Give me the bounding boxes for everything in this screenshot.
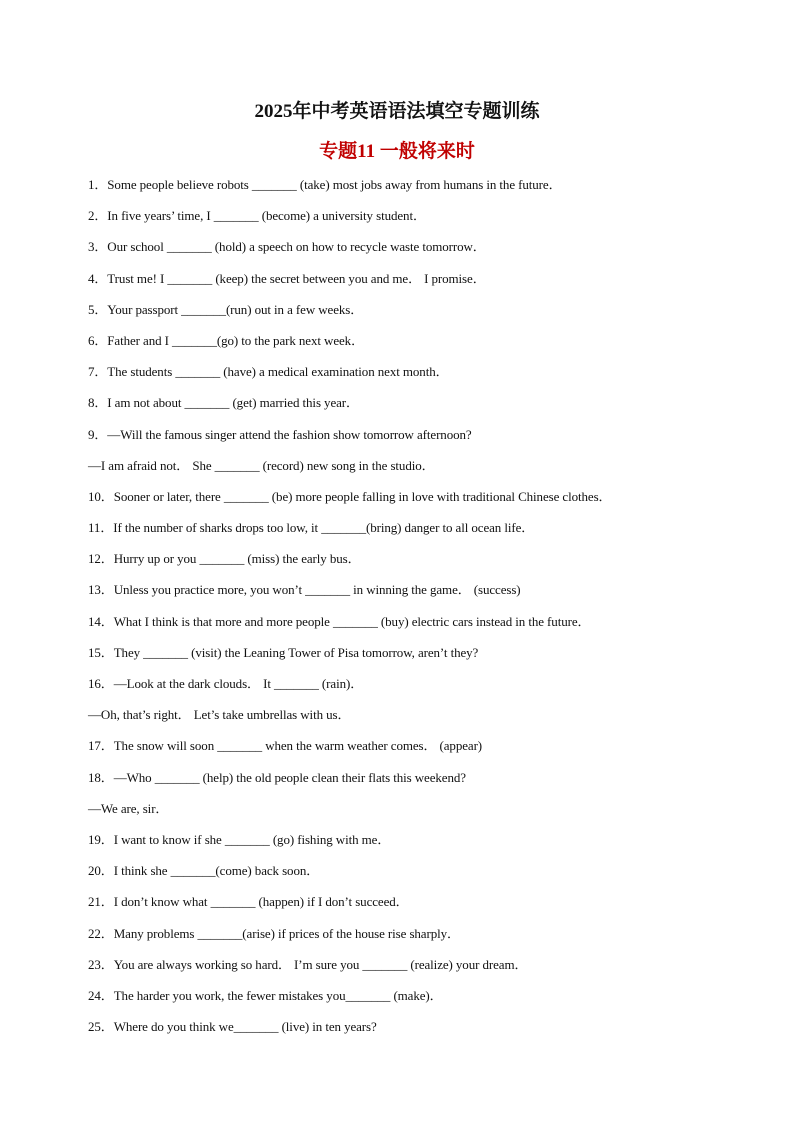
- exercise-line-17: 17．The snow will soon _______ when the warm weather comes． (appear): [88, 738, 483, 754]
- page-subtitle: 专题11 一般将来时: [319, 141, 475, 162]
- exercise-line-10: 10．Sooner or later, there _______ (be) more people falling in love with traditional Chinese clothes．: [88, 488, 612, 504]
- exercise-line-15: 15．They _______ (visit) the Leaning Tower of Pisa tomorrow, aren’t they?: [88, 644, 479, 660]
- exercise-line-1: 1．Some people believe robots _______ (take) most jobs away from humans in the future．: [88, 177, 562, 192]
- exercise-line-18-reply: —We are, sir．: [88, 800, 169, 816]
- exercise-line-21: 21．I don’t know what _______ (happen) if I don’t succeed．: [88, 894, 409, 910]
- page-title: 2025年中考英语语法填空专题训练: [254, 101, 540, 122]
- exercise-list: [88, 175, 768, 1048]
- exercise-line-23: 23．You are always working so hard． I’m sure you _______ (realize) your dream．: [88, 956, 528, 972]
- exercise-line-13: 13．Unless you practice more, you won’t _______ in winning the game． (success): [88, 582, 521, 598]
- exercise-line-9-reply: —I am afraid not． She _______ (record) new song in the studio．: [88, 457, 435, 473]
- exercise-line-22: 22．Many problems _______(arise) if prices of the house rise sharply．: [88, 925, 460, 941]
- exercise-line-6: 6．Father and I _______(go) to the park next week．: [88, 332, 364, 348]
- exercise-line-11: 11．If the number of sharks drops too low, it _______(bring) danger to all ocean life．: [88, 520, 535, 536]
- exercise-line-12: 12．Hurry up or you _______ (miss) the early bus．: [88, 551, 361, 567]
- exercise-line-4: 4．Trust me! I _______ (keep) the secret between you and me． I promise．: [88, 270, 486, 286]
- exercise-line-7: 7．The students _______ (have) a medical examination next month．: [88, 364, 449, 380]
- exercise-line-24: 24．The harder you work, the fewer mistakes you_______ (make)．: [88, 987, 443, 1003]
- exercise-line-14: 14．What I think is that more and more people _______ (buy) electric cars instead in the future．: [88, 613, 591, 629]
- exercise-line-2: 2．In five years’ time, I _______ (become) a university student．: [88, 208, 426, 224]
- exercise-line-16-reply: —Oh, that’s right． Let’s take umbrellas with us．: [88, 707, 351, 723]
- exercise-line-25: 25．Where do you think we_______ (live) in ten years?: [88, 1019, 377, 1035]
- exercise-line-18: 18．—Who _______ (help) the old people clean their flats this weekend?: [88, 769, 466, 785]
- exercise-line-3: 3．Our school _______ (hold) a speech on how to recycle waste tomorrow．: [88, 239, 486, 255]
- exercise-line-20: 20．I think she _______(come) back soon．: [88, 863, 320, 879]
- exercise-line-9: 9．—Will the famous singer attend the fashion show tomorrow afternoon?: [88, 426, 472, 442]
- exercise-line-8: 8．I am not about _______ (get) married this year．: [88, 395, 359, 411]
- exercise-line-16: 16．—Look at the dark clouds． It _______ (rain)．: [88, 676, 364, 691]
- exercise-line-5: 5．Your passport _______(run) out in a few weeks．: [88, 301, 364, 317]
- exercise-line-19: 19．I want to know if she _______ (go) fishing with me．: [88, 831, 391, 847]
